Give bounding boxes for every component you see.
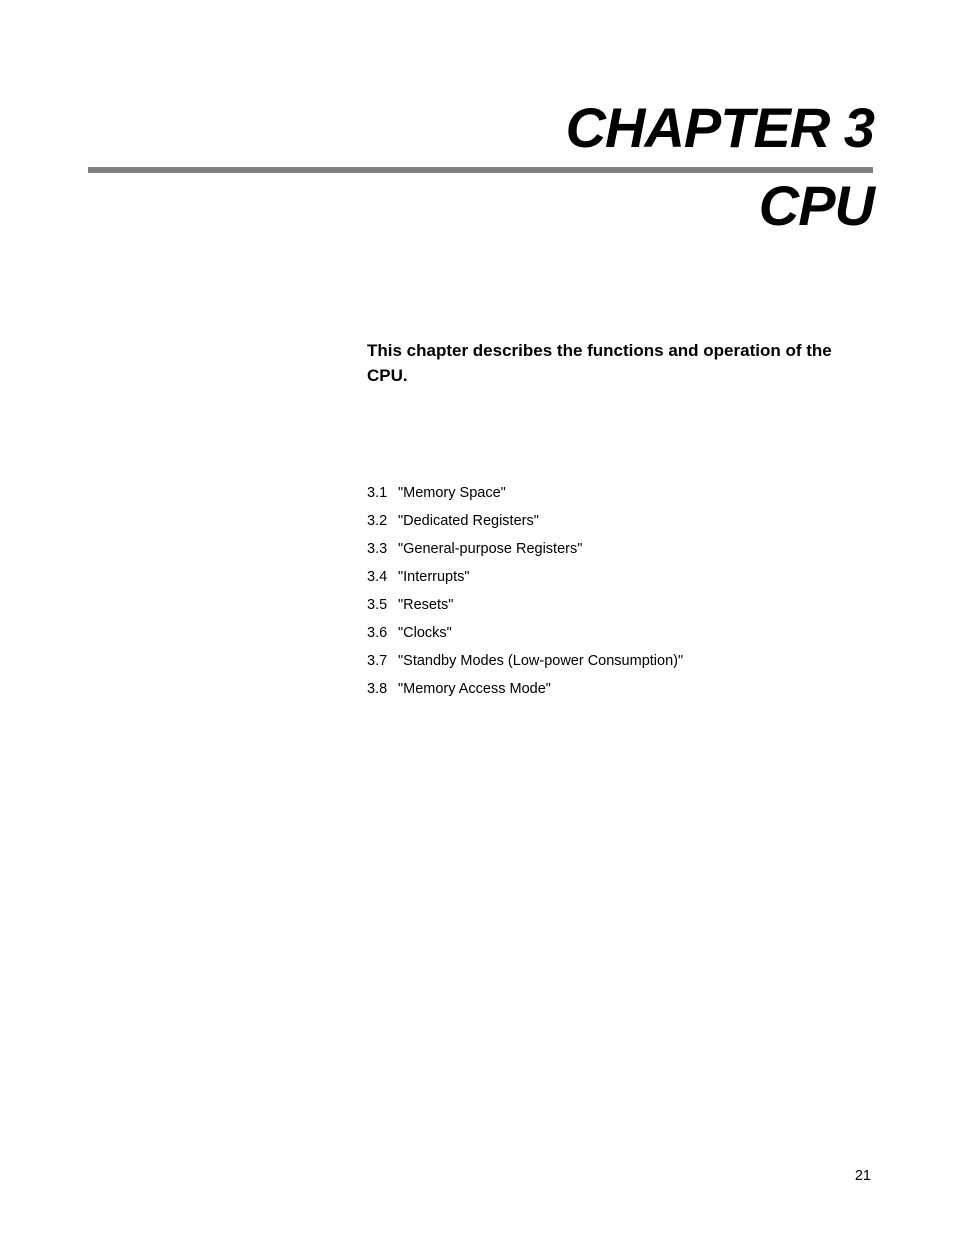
section-number: 3.2 bbox=[367, 513, 388, 529]
section-number: 3.6 bbox=[367, 625, 388, 641]
section-item[interactable] bbox=[367, 538, 683, 566]
page-number: 21 bbox=[854, 1168, 871, 1184]
section-item[interactable] bbox=[367, 482, 683, 510]
section-number: 3.1 bbox=[367, 485, 388, 501]
chapter-label: CHAPTER 3 bbox=[565, 96, 874, 159]
section-item[interactable] bbox=[367, 566, 683, 594]
chapter-title: CPU bbox=[758, 174, 874, 237]
section-item[interactable] bbox=[367, 678, 683, 706]
section-title[interactable]: "Interrupts" bbox=[398, 569, 470, 585]
section-item[interactable] bbox=[367, 510, 683, 538]
section-list bbox=[367, 482, 683, 706]
section-title[interactable]: "Memory Space" bbox=[398, 485, 506, 501]
section-title[interactable]: "Clocks" bbox=[398, 625, 452, 641]
section-number: 3.3 bbox=[367, 541, 388, 557]
section-title[interactable]: "Dedicated Registers" bbox=[398, 513, 539, 529]
section-item[interactable] bbox=[367, 594, 683, 622]
section-title[interactable]: "General-purpose Registers" bbox=[398, 541, 583, 557]
section-item[interactable] bbox=[367, 650, 683, 678]
chapter-divider bbox=[88, 167, 873, 173]
section-title[interactable]: "Memory Access Mode" bbox=[398, 681, 551, 697]
section-number: 3.8 bbox=[367, 681, 388, 697]
section-number: 3.4 bbox=[367, 569, 388, 585]
section-title[interactable]: "Standby Modes (Low-power Consumption)" bbox=[398, 653, 684, 669]
section-number: 3.7 bbox=[367, 653, 388, 669]
section-title[interactable]: "Resets" bbox=[398, 597, 454, 613]
section-item[interactable] bbox=[367, 622, 683, 650]
section-number: 3.5 bbox=[367, 597, 388, 613]
chapter-intro: This chapter describes the functions and operation of the CPU. bbox=[367, 341, 832, 385]
